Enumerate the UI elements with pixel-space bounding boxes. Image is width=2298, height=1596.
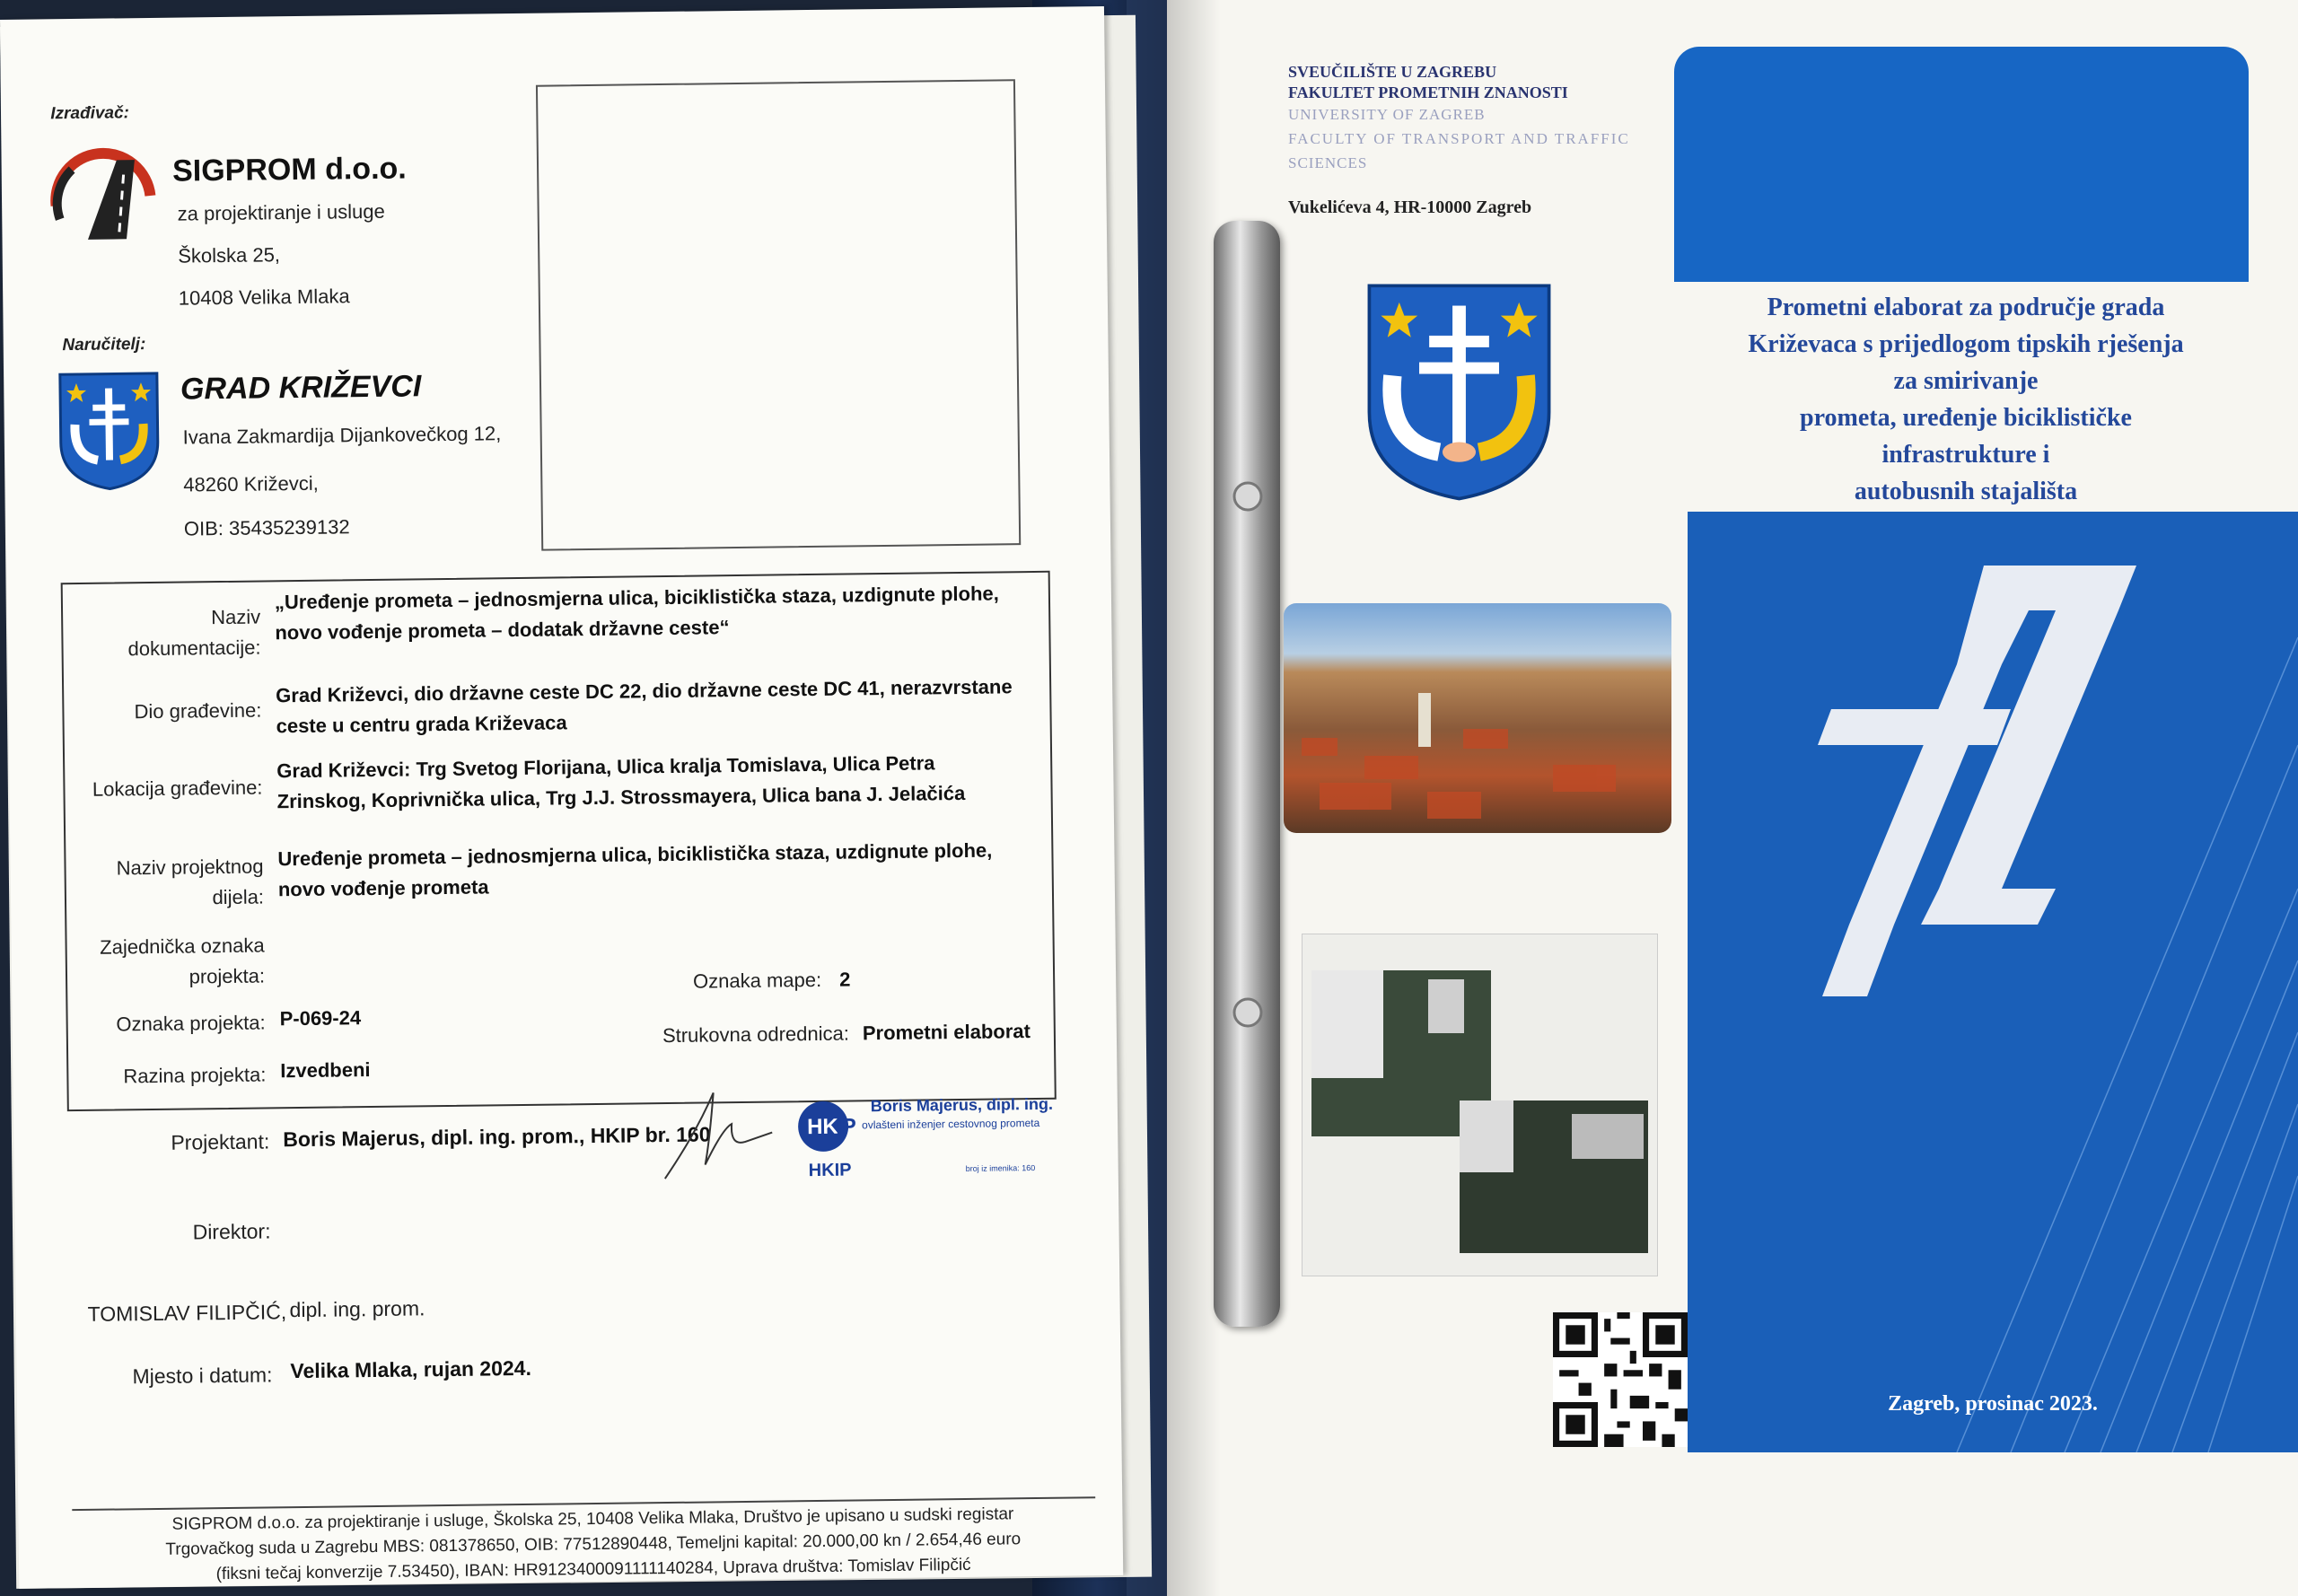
info-value: „Uređenje prometa – jednosmjerna ulica, biciklistička staza, uzdignute plohe, [274,582,999,614]
info-label: projekta: [189,964,266,988]
rivet-icon [1232,996,1264,1029]
info-label: Lokacija građevine: [92,776,263,801]
narucitelj-label: Naručitelj: [62,335,146,355]
svg-text:IP: IP [835,1114,856,1139]
stamp-box [536,79,1021,550]
footer [90,1501,1096,1589]
direktor-label: Direktor: [192,1219,271,1244]
title-line: za smirivanje [1893,367,2039,395]
signature-icon [659,1079,776,1188]
razina-label: Razina projekta: [123,1063,267,1088]
title-line: prometa, uređenje biciklističke [1800,404,2132,432]
footer-line3: (fiksni tečaj konverzije 7.53450), IBAN: HR9123400091111140284, Uprava društva: Tomislav Filipčić [215,1555,971,1584]
title-line: Križevaca s prijedlogom tipskih rješenja [1748,330,2184,358]
krizevci-coat-of-arms-icon [57,370,162,492]
binder-clip [1214,221,1280,1327]
company-line1: za projektiranje i usluge [177,199,385,225]
info-value: Grad Križevci, dio državne ceste DC 22, dio državne ceste DC 41, nerazvrstane [276,675,1013,707]
uni-address: Vukelićeva 4, HR-10000 Zagreb [1288,197,1532,217]
oznaka-mape-label: Oznaka mape: [692,968,822,993]
stamp-title: ovlašteni inženjer cestovnog prometa [862,1116,1040,1132]
blue-header-panel [1674,47,2249,282]
document-info-box [61,571,1057,1111]
info-label: Naziv [210,605,261,629]
info-label: Zajednička oznaka [100,934,265,959]
cover-date: Zagreb, prosinac 2023. [1888,1392,2098,1416]
hkip-label: HKIP [808,1160,852,1181]
client-line3: OIB: 35435239132 [183,515,350,540]
director-name: TOMISLAV FILIPČIĆ, [87,1300,287,1326]
oznaka-mape-value: 2 [838,968,851,991]
mjesto-label: Mjesto i datum: [132,1363,273,1389]
client-name: GRAD KRIŽEVCI [180,369,422,407]
render-scenes [1302,934,1657,1276]
company-line3: 10408 Velika Mlaka [178,285,350,310]
info-value: Grad Križevci: Trg Svetog Florijana, Ulica kralja Tomislava, Ulica Petra [276,751,935,783]
izradivac-label: Izrađivač: [50,103,130,124]
title-line: autobusnih stajališta [1854,478,2078,505]
title-line: Prometni elaborat za područje grada [1767,294,2165,321]
fpz-logo-icon [1759,548,2154,1032]
oznaka-projekta-label: Oznaka projekta: [116,1011,266,1036]
uni-line5: SCIENCES [1288,154,1368,171]
coat-of-arms-large-icon [1363,274,1556,509]
uni-line1: SVEUČILIŠTE U ZAGREBU [1288,63,1497,81]
stamp-name: Boris Majerus, dipl. ing. [870,1094,1053,1116]
oznaka-projekta-value: P-069-24 [279,1006,362,1030]
svg-text:HK: HK [806,1114,838,1140]
photo-rooftops [1284,603,1671,833]
info-label: dijela: [212,885,265,909]
info-label: Dio građevine: [134,698,262,723]
company-name: SIGPROM d.o.o. [171,151,407,189]
stamp-number: broj iz imenika: 160 [965,1163,1036,1173]
info-value: novo vođenje prometa [277,875,489,901]
strukovna-value: Prometni elaborat [862,1020,1031,1045]
director-title: dipl. ing. prom. [289,1296,425,1322]
hkip-logo-icon [794,1097,863,1156]
footer-line2: Trgovačkog suda u Zagrebu MBS: 081378650, OIB: 77512890448, Temeljni kapital: 20.000,00 kn / 2.654,46 euro [165,1530,1022,1559]
left-page [0,6,1123,1589]
info-value: Uređenje prometa – jednosmjerna ulica, biciklistička staza, uzdignute plohe, [277,838,993,871]
render-images [1302,934,1658,1276]
info-label: Naziv projektnog [116,855,264,880]
page-shade [1167,0,1221,1596]
blue-cover-panel [1688,512,2298,1452]
info-value: Zrinskog, Koprivnička ulica, Trg J.J. Strossmayera, Ulica bana J. Jelačića [276,781,966,813]
company-line2: Školska 25, [178,243,281,267]
info-value: novo vođenje prometa – dodatak državne ceste“ [275,616,730,645]
title-line: infrastrukture i [1881,441,2050,469]
uni-line3: UNIVERSITY OF ZAGREB [1288,106,1486,123]
footer-line1: SIGPROM d.o.o. za projektiranje i usluge, Školska 25, 10408 Velika Mlaka, Društvo je upisano u sudski registar [171,1504,1014,1534]
info-label: dokumentacije: [127,636,261,661]
projektant-label: Projektant: [171,1129,270,1154]
client-line2: 48260 Križevci, [183,471,319,496]
mjesto-value: Velika Mlaka, rujan 2024. [290,1355,532,1383]
strukovna-label: Strukovna odrednica: [662,1022,850,1048]
razina-value: Izvedbeni [280,1058,371,1083]
client-line1: Ivana Zakmardija Dijankovečkog 12, [182,422,502,449]
report-title [1652,289,2280,510]
sigprom-logo-icon [47,133,161,247]
uni-line2: FAKULTET PROMETNIH ZNANOSTI [1288,83,1568,101]
uni-line4: FACULTY OF TRANSPORT AND TRAFFIC [1288,130,1630,147]
qr-code-icon [1553,1312,1688,1447]
projektant-value: Boris Majerus, dipl. ing. prom., HKIP br. 160 [283,1122,711,1152]
aerial-city-photo [1284,603,1671,833]
info-value: ceste u centru grada Križevaca [276,711,567,738]
rivet-icon [1232,480,1264,513]
